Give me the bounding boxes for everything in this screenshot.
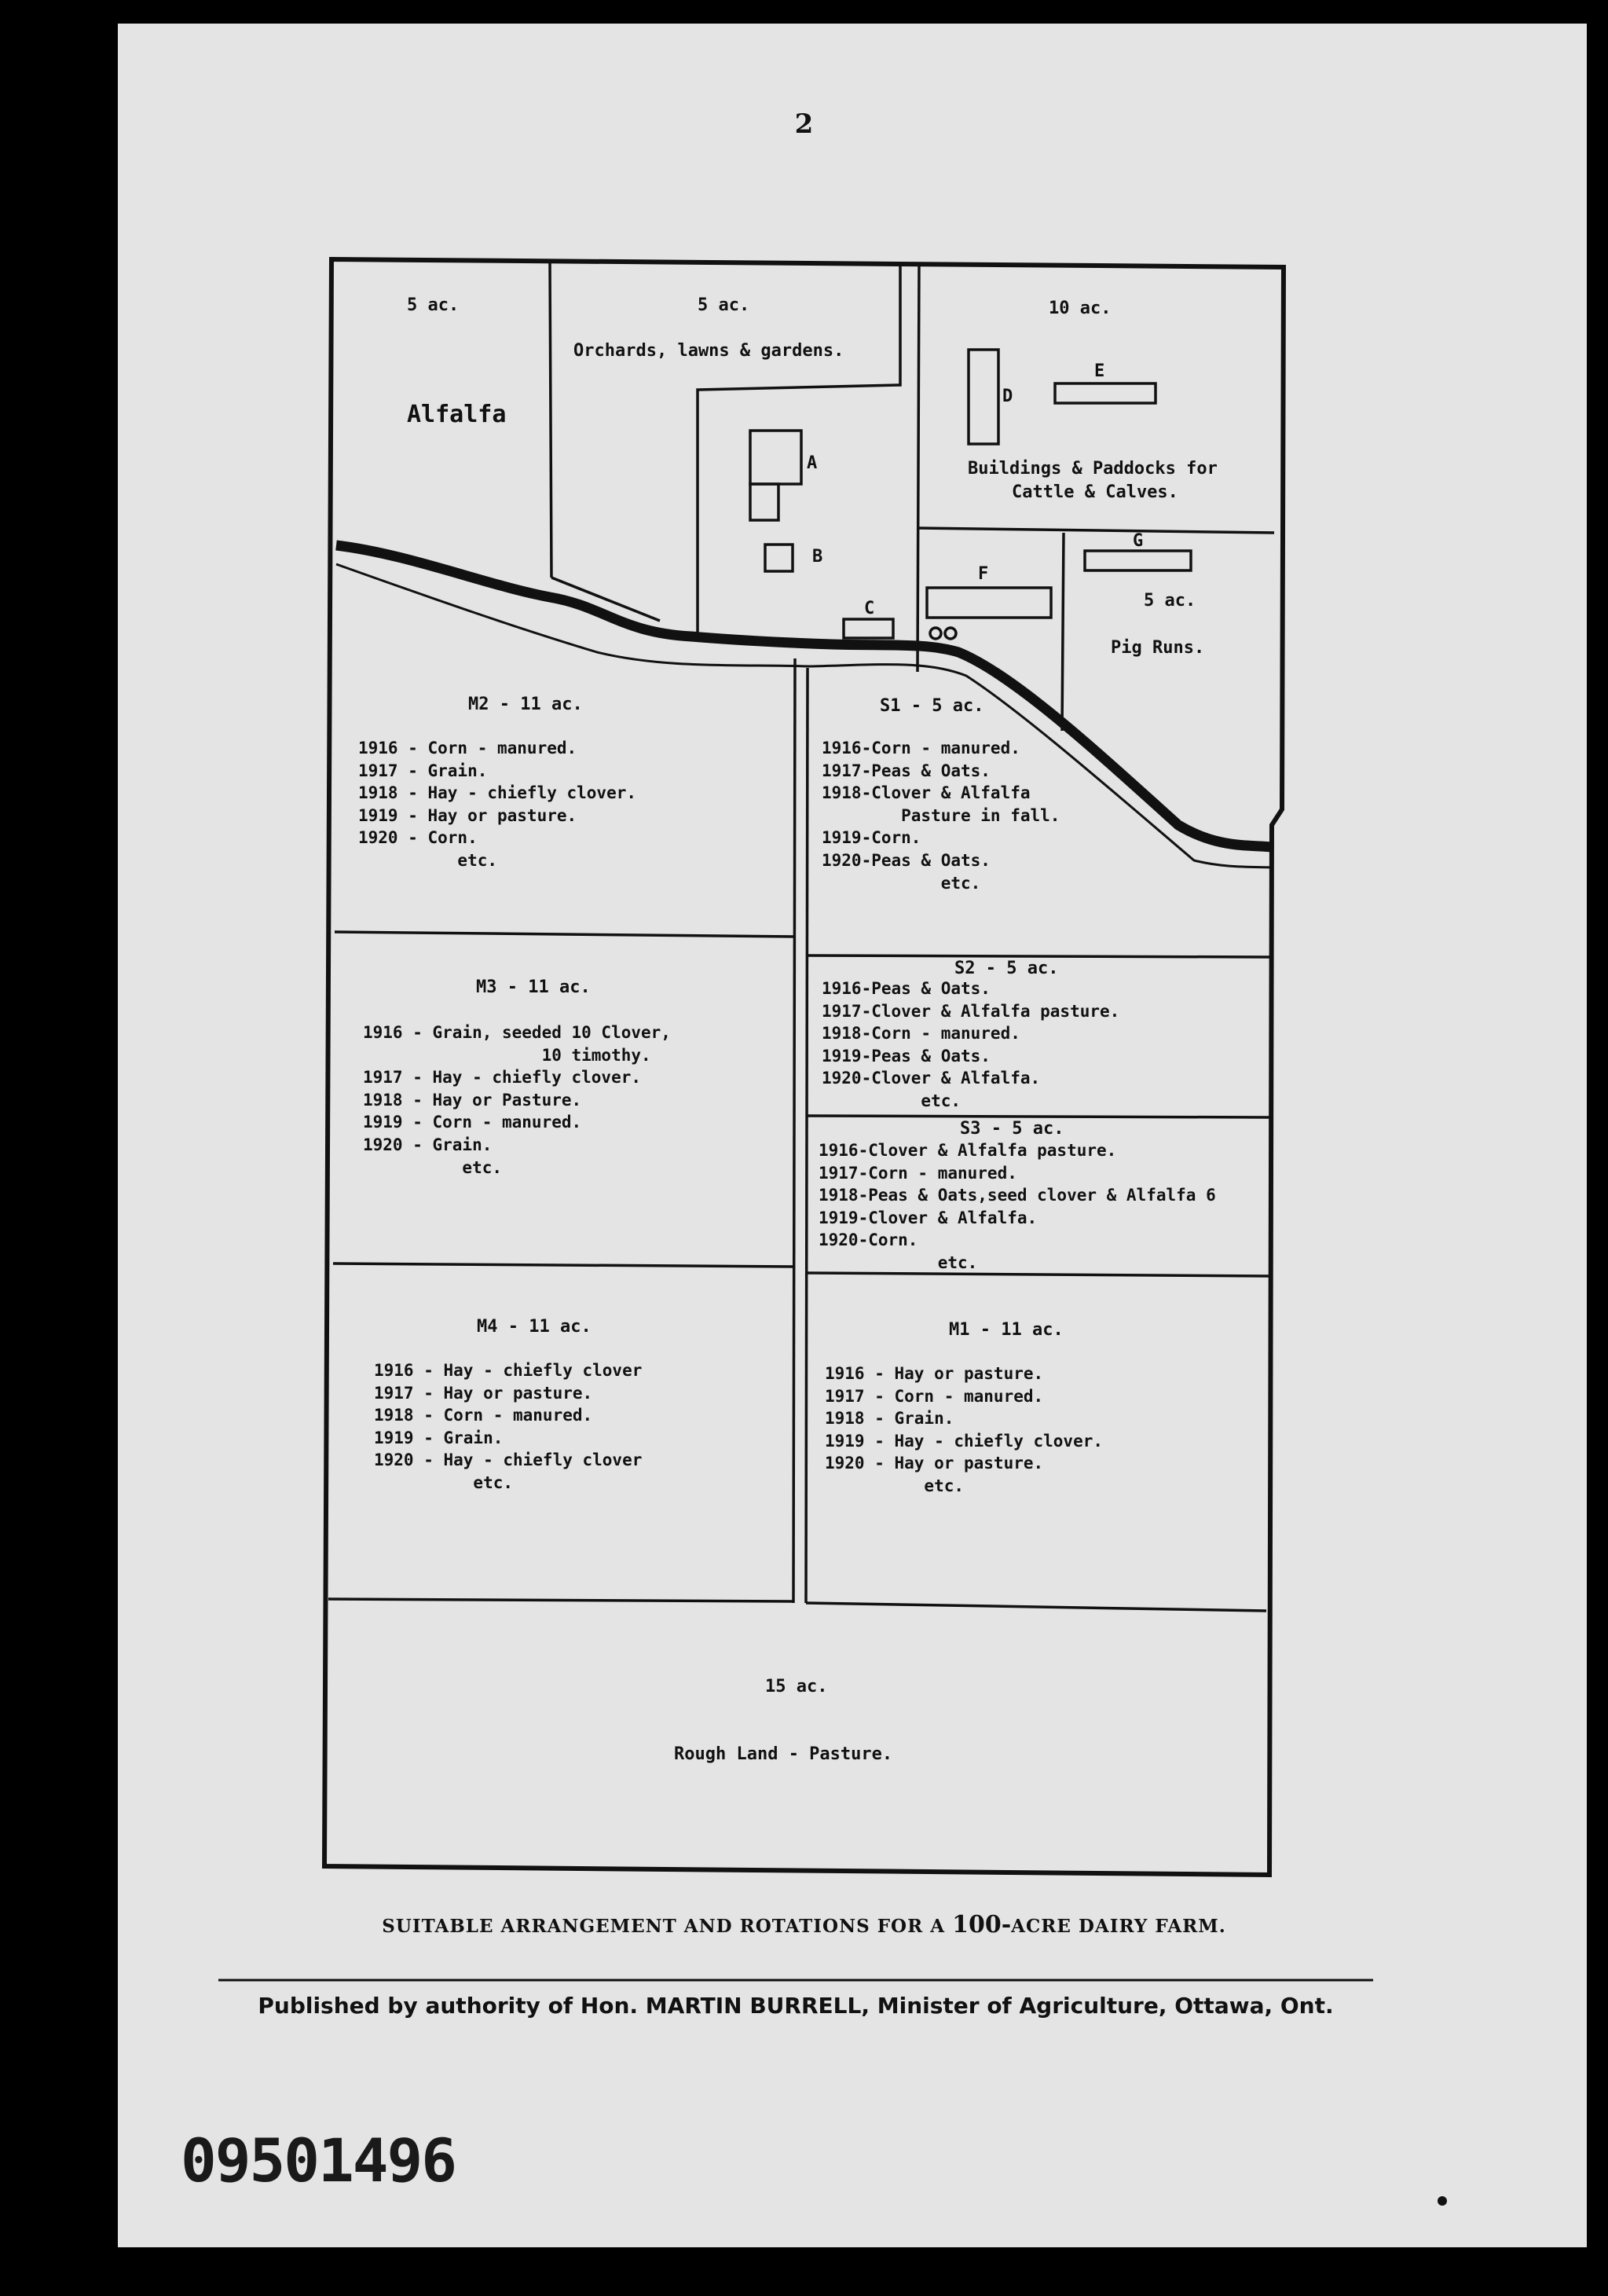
rotation-line: 1917 - Hay or pasture. xyxy=(374,1383,593,1403)
label-e: E xyxy=(1094,361,1105,381)
rotation-line: etc. xyxy=(822,873,981,893)
rotation-line: etc. xyxy=(825,1476,965,1495)
rotation-line: 1918 - Grain. xyxy=(825,1409,954,1429)
rotation-line: 1920 - Hay - chiefly clover xyxy=(374,1451,643,1470)
rotation-line: 1917 - Grain. xyxy=(358,761,488,780)
rotation-line: 1916-Corn - manured. xyxy=(822,739,1020,757)
rotation-line: 1919-Corn. xyxy=(822,828,921,848)
rotation-line: etc. xyxy=(822,1091,962,1110)
publisher-footer: Published by authority of Hon. MARTIN BURRELL, Minister of Agriculture, Ottawa, Ont. xyxy=(258,1993,1334,2019)
label-g: G xyxy=(1133,531,1144,551)
rotation-line: 1919-Peas & Oats. xyxy=(822,1046,991,1065)
rotation-line: 1917 - Hay - chiefly clover. xyxy=(363,1068,642,1087)
rotation-line: 1918 - Hay - chiefly clover. xyxy=(358,783,637,803)
rotation-line: etc. xyxy=(358,850,498,870)
rotation-line: 1918-Peas & Oats,seed clover & Alfalfa 6 xyxy=(819,1186,1216,1205)
field-s3-title: S3 - 5 ac. xyxy=(960,1119,1064,1139)
rotation-line: 1919 - Grain. xyxy=(374,1428,504,1447)
field-m2-title: M2 - 11 ac. xyxy=(468,695,583,714)
rotation-line: Pasture in fall. xyxy=(822,805,1060,825)
catalog-number-stamp: 09501496 xyxy=(181,2125,456,2195)
rotation-line: 1916-Clover & Alfalfa pasture. xyxy=(819,1141,1117,1160)
rotation-line: 1916 - Grain, seeded 10 Clover, xyxy=(363,1023,671,1042)
rotation-line: 1916-Peas & Oats. xyxy=(822,979,991,998)
orchard-label: Orchards, lawns & gardens. xyxy=(573,341,844,361)
rotation-line: 1918 - Corn - manured. xyxy=(374,1406,593,1425)
field-m1-title: M1 - 11 ac. xyxy=(949,1320,1064,1340)
rotation-line: 1916 - Hay or pasture. xyxy=(825,1364,1044,1383)
rotation-line: 1916 - Corn - manured. xyxy=(358,739,577,757)
rotation-line: 1919 - Corn - manured. xyxy=(363,1113,582,1132)
rotation-line: 1920 - Grain. xyxy=(363,1135,493,1154)
rotation-line: etc. xyxy=(374,1473,514,1492)
alfalfa-label: Alfalfa xyxy=(407,401,507,428)
rotation-line: 1919-Clover & Alfalfa. xyxy=(819,1208,1038,1227)
rotation-line: 1916 - Hay - chiefly clover xyxy=(374,1361,643,1380)
label-f: F xyxy=(978,564,989,584)
buildings-acres: 10 ac. xyxy=(1049,299,1112,318)
rotation-line: 1917 - Corn - manured. xyxy=(825,1386,1044,1406)
rotation-line: 1918-Corn - manured. xyxy=(822,1024,1020,1043)
ink-dot xyxy=(1438,2196,1447,2206)
rotation-line: etc. xyxy=(363,1157,503,1177)
field-m3-title: M3 - 11 ac. xyxy=(476,977,591,997)
rotation-line: 1919 - Hay or pasture. xyxy=(358,805,577,825)
rotation-line: 1919 - Hay - chiefly clover. xyxy=(825,1431,1104,1451)
label-a: A xyxy=(807,453,818,473)
rotation-line: 1920 - Hay or pasture. xyxy=(825,1454,1044,1473)
rough-land-acres: 15 ac. xyxy=(765,1677,828,1696)
label-c: C xyxy=(864,599,875,618)
pig-runs-label: Pig Runs. xyxy=(1111,638,1205,658)
alfalfa-acres: 5 ac. xyxy=(407,295,460,315)
rotation-line: 1918-Clover & Alfalfa xyxy=(822,783,1031,803)
rotation-line: 10 timothy. xyxy=(363,1045,651,1065)
buildings-label-line1: Buildings & Paddocks for xyxy=(968,459,1218,479)
rotation-line: 1918 - Hay or Pasture. xyxy=(363,1090,582,1109)
label-d: D xyxy=(1002,387,1013,406)
orchard-acres: 5 ac. xyxy=(698,295,750,315)
pig-runs-acres: 5 ac. xyxy=(1144,591,1196,611)
rotation-line: 1920-Corn. xyxy=(819,1231,918,1250)
field-m4-title: M4 - 11 ac. xyxy=(477,1317,592,1337)
field-s1-title: S1 - 5 ac. xyxy=(880,696,984,716)
label-b: B xyxy=(812,547,823,567)
figure-caption: SUITABLE ARRANGEMENT AND ROTATIONS FOR A 100-ACRE DAIRY FARM. xyxy=(382,1911,1226,1938)
rotation-line: 1917-Peas & Oats. xyxy=(822,761,991,780)
rotation-line: 1917-Corn - manured. xyxy=(819,1163,1017,1183)
rotation-line: 1920 - Corn. xyxy=(358,828,478,848)
rough-land-label: Rough Land - Pasture. xyxy=(674,1744,893,1764)
rotation-line: 1920-Peas & Oats. xyxy=(822,850,991,870)
rotation-line: etc. xyxy=(819,1253,978,1272)
page-number: 2 xyxy=(794,108,814,140)
rotation-line: 1917-Clover & Alfalfa pasture. xyxy=(822,1001,1120,1021)
rotation-line: 1920-Clover & Alfalfa. xyxy=(822,1069,1041,1088)
buildings-label-line2: Cattle & Calves. xyxy=(1012,482,1178,502)
field-s2-title: S2 - 5 ac. xyxy=(954,959,1059,978)
